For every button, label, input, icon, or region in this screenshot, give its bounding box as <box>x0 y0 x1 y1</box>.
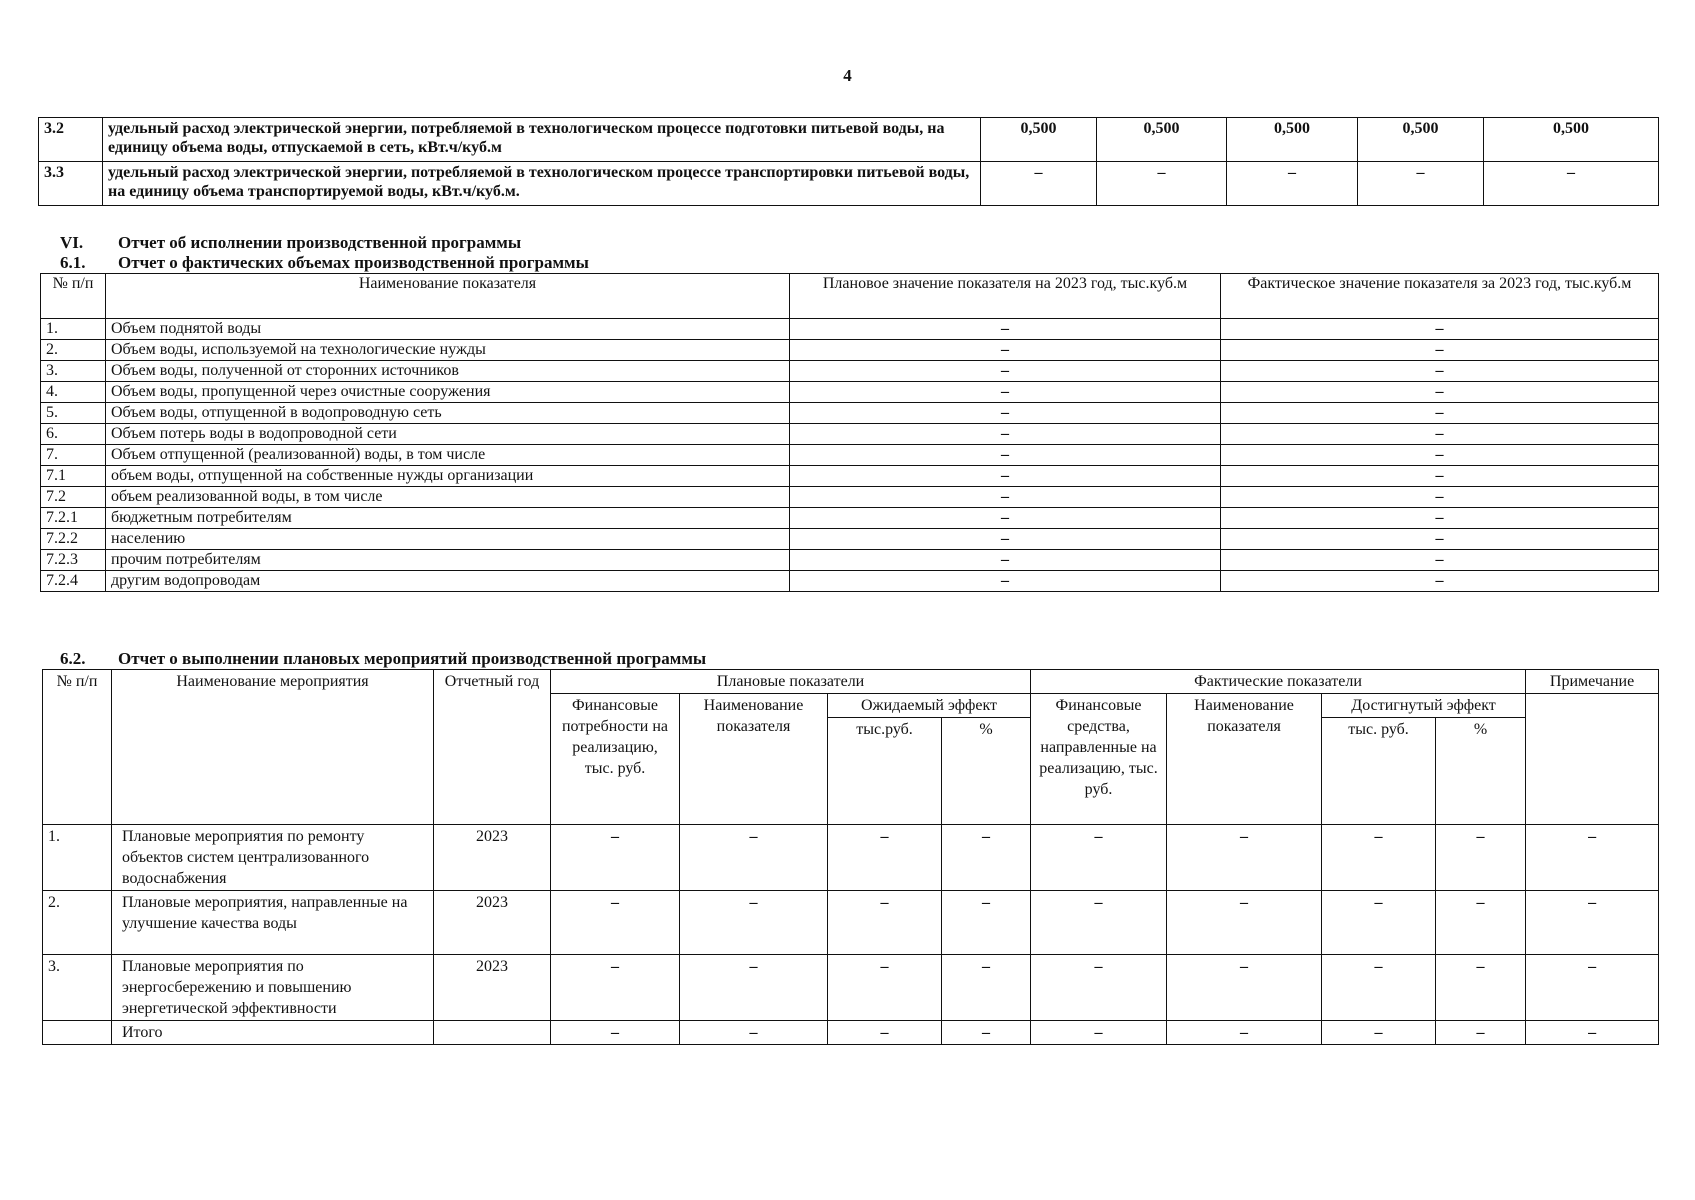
header-act-indicator: Наименование показателя <box>1167 694 1322 825</box>
row-number: 4. <box>41 382 106 403</box>
table-row <box>41 361 1659 382</box>
value-cell: – <box>1358 162 1484 206</box>
value-cell: – <box>1484 162 1659 206</box>
fact-value: – <box>1221 403 1659 424</box>
total-value: – <box>1436 1021 1526 1045</box>
report-year: 2023 <box>434 825 551 891</box>
fact-value: – <box>1221 424 1659 445</box>
section-number: 6.2. <box>60 649 86 668</box>
value-cell: – <box>1526 891 1659 955</box>
header-plan-effect: Ожидаемый эффект <box>828 694 1031 718</box>
table-row <box>43 891 1659 955</box>
row-number: 1. <box>41 319 106 340</box>
fact-value: – <box>1221 361 1659 382</box>
indicator-name: удельный расход электрической энергии, потребляемой в технологическом процессе транспортировки питьевой воды, на единицу объема транспортируемой воды, кВт.ч/куб.м. <box>103 162 981 206</box>
table-row <box>41 340 1659 361</box>
table-row <box>41 466 1659 487</box>
value-cell: – <box>1097 162 1227 206</box>
row-number: 7.2.3 <box>41 550 106 571</box>
header-year: Отчетный год <box>434 670 551 825</box>
row-number: 3. <box>43 955 112 1021</box>
plan-value: – <box>790 403 1221 424</box>
row-number: 7.2.2 <box>41 529 106 550</box>
value-cell: – <box>1526 955 1659 1021</box>
table-row <box>41 382 1659 403</box>
fact-value: – <box>1221 466 1659 487</box>
header-plan-pct: % <box>942 718 1031 825</box>
table-row <box>39 162 1659 206</box>
plan-value: – <box>790 487 1221 508</box>
total-value: – <box>680 1021 828 1045</box>
row-number-empty <box>43 1021 112 1045</box>
row-number: 7.2.4 <box>41 571 106 592</box>
section-title-6 <box>60 233 521 253</box>
plan-value: – <box>790 529 1221 550</box>
report-year: 2023 <box>434 891 551 955</box>
indicator-name: Объем воды, пропущенной через очистные сооружения <box>106 382 790 403</box>
table-row <box>41 424 1659 445</box>
table-header-row <box>41 274 1659 319</box>
value-cell: 0,500 <box>1358 118 1484 162</box>
table-row <box>41 319 1659 340</box>
section-number: VI. <box>60 233 84 252</box>
section-heading: Отчет о фактических объемах производственной программы <box>118 253 589 272</box>
value-cell: – <box>828 955 942 1021</box>
row-number: 7.2.1 <box>41 508 106 529</box>
activity-name: Плановые мероприятия по энергосбережению и повышению энергетической эффективности <box>112 955 434 1021</box>
value-cell: – <box>680 891 828 955</box>
plan-value: – <box>790 340 1221 361</box>
production-volumes-table <box>40 273 1659 592</box>
value-cell: – <box>551 955 680 1021</box>
report-year-empty <box>434 1021 551 1045</box>
value-cell: 0,500 <box>1484 118 1659 162</box>
indicator-name: объем воды, отпущенной на собственные нужды организации <box>106 466 790 487</box>
indicator-name: Объем потерь воды в водопроводной сети <box>106 424 790 445</box>
row-number: 6. <box>41 424 106 445</box>
header-plan-rub: тыс.руб. <box>828 718 942 825</box>
value-cell: – <box>1322 825 1436 891</box>
total-row <box>43 1021 1659 1045</box>
row-number: 7.2 <box>41 487 106 508</box>
plan-value: – <box>790 571 1221 592</box>
report-year: 2023 <box>434 955 551 1021</box>
indicator-name: бюджетным потребителям <box>106 508 790 529</box>
total-value: – <box>1031 1021 1167 1045</box>
indicator-name: удельный расход электрической энергии, потребляемой в технологическом процессе подготовки питьевой воды, на единицу объема воды, отпускаемой в сеть, кВт.ч/куб.м <box>103 118 981 162</box>
section-heading: Отчет о выполнении плановых мероприятий производственной программы <box>118 649 707 668</box>
header-plan-fin: Финансовые потребности на реализацию, тыс. руб. <box>551 694 680 825</box>
header-name: Наименование мероприятия <box>112 670 434 825</box>
row-number: 1. <box>43 825 112 891</box>
table-row <box>41 529 1659 550</box>
plan-value: – <box>790 361 1221 382</box>
header-act-pct: % <box>1436 718 1526 825</box>
value-cell: – <box>680 825 828 891</box>
value-cell: – <box>1167 955 1322 1021</box>
header-fact: Фактическое значение показателя за 2023 год, тыс.куб.м <box>1221 274 1659 319</box>
plan-value: – <box>790 424 1221 445</box>
value-cell: – <box>828 825 942 891</box>
value-cell: – <box>1227 162 1358 206</box>
total-value: – <box>942 1021 1031 1045</box>
indicator-name: другим водопроводам <box>106 571 790 592</box>
value-cell: – <box>942 891 1031 955</box>
header-note-empty <box>1526 694 1659 825</box>
value-cell: – <box>1031 825 1167 891</box>
table-row <box>41 445 1659 466</box>
fact-value: – <box>1221 571 1659 592</box>
value-cell: – <box>1526 825 1659 891</box>
indicator-name: объем реализованной воды, в том числе <box>106 487 790 508</box>
row-number: 2. <box>43 891 112 955</box>
table-row <box>39 118 1659 162</box>
header-act-rub: тыс. руб. <box>1322 718 1436 825</box>
activity-name: Плановые мероприятия, направленные на улучшение качества воды <box>112 891 434 955</box>
indicator-name: Объем воды, используемой на технологические нужды <box>106 340 790 361</box>
row-number: 3.3 <box>39 162 103 206</box>
table-row <box>43 955 1659 1021</box>
total-value: – <box>828 1021 942 1045</box>
total-value: – <box>1526 1021 1659 1045</box>
value-cell: – <box>981 162 1097 206</box>
value-cell: 0,500 <box>1227 118 1358 162</box>
energy-consumption-table <box>38 117 1659 206</box>
indicator-name: Объем отпущенной (реализованной) воды, в том числе <box>106 445 790 466</box>
section-title-6-1 <box>60 253 589 273</box>
value-cell: – <box>1322 891 1436 955</box>
plan-value: – <box>790 319 1221 340</box>
row-number: 7. <box>41 445 106 466</box>
plan-value: – <box>790 466 1221 487</box>
indicator-name: Объем воды, полученной от сторонних источников <box>106 361 790 382</box>
value-cell: – <box>551 891 680 955</box>
table-row <box>41 487 1659 508</box>
row-number: 3. <box>41 361 106 382</box>
header-act-fin: Финансовые средства, направленные на реализацию, тыс. руб. <box>1031 694 1167 825</box>
row-number: 5. <box>41 403 106 424</box>
value-cell: – <box>551 825 680 891</box>
header-note: Примечание <box>1526 670 1659 694</box>
fact-value: – <box>1221 529 1659 550</box>
fact-value: – <box>1221 445 1659 466</box>
fact-value: – <box>1221 487 1659 508</box>
value-cell: – <box>680 955 828 1021</box>
table-header-row <box>43 670 1659 694</box>
table-row <box>43 825 1659 891</box>
header-name: Наименование показателя <box>106 274 790 319</box>
fact-value: – <box>1221 508 1659 529</box>
indicator-name: прочим потребителям <box>106 550 790 571</box>
activity-name: Плановые мероприятия по ремонту объектов систем централизованного водоснабжения <box>112 825 434 891</box>
table-row <box>41 508 1659 529</box>
total-value: – <box>1167 1021 1322 1045</box>
plan-value: – <box>790 382 1221 403</box>
header-plan-indicator: Наименование показателя <box>680 694 828 825</box>
total-value: – <box>551 1021 680 1045</box>
value-cell: – <box>942 955 1031 1021</box>
value-cell: – <box>1436 891 1526 955</box>
section-number: 6.1. <box>60 253 86 272</box>
header-num: № п/п <box>41 274 106 319</box>
plan-value: – <box>790 508 1221 529</box>
plan-value: – <box>790 445 1221 466</box>
header-num: № п/п <box>43 670 112 825</box>
fact-value: – <box>1221 340 1659 361</box>
value-cell: – <box>1167 891 1322 955</box>
indicator-name: Объем воды, отпущенной в водопроводную сеть <box>106 403 790 424</box>
total-label: Итого <box>112 1021 434 1045</box>
section-title-6-2 <box>60 649 706 669</box>
header-planned: Плановые показатели <box>551 670 1031 694</box>
row-number: 7.1 <box>41 466 106 487</box>
value-cell: 0,500 <box>1097 118 1227 162</box>
value-cell: – <box>1031 955 1167 1021</box>
value-cell: – <box>828 891 942 955</box>
value-cell: – <box>1436 825 1526 891</box>
value-cell: – <box>942 825 1031 891</box>
planned-activities-table <box>42 669 1659 1045</box>
page-number: 4 <box>843 66 852 85</box>
fact-value: – <box>1221 382 1659 403</box>
table-row <box>41 403 1659 424</box>
table-row <box>41 571 1659 592</box>
row-number: 2. <box>41 340 106 361</box>
value-cell: 0,500 <box>981 118 1097 162</box>
value-cell: – <box>1031 891 1167 955</box>
plan-value: – <box>790 550 1221 571</box>
indicator-name: Объем поднятой воды <box>106 319 790 340</box>
value-cell: – <box>1167 825 1322 891</box>
fact-value: – <box>1221 319 1659 340</box>
header-act-effect: Достигнутый эффект <box>1322 694 1526 718</box>
section-heading: Отчет об исполнении производственной программы <box>118 233 522 252</box>
fact-value: – <box>1221 550 1659 571</box>
row-number: 3.2 <box>39 118 103 162</box>
value-cell: – <box>1322 955 1436 1021</box>
total-value: – <box>1322 1021 1436 1045</box>
header-plan: Плановое значение показателя на 2023 год, тыс.куб.м <box>790 274 1221 319</box>
header-actual: Фактические показатели <box>1031 670 1526 694</box>
indicator-name: населению <box>106 529 790 550</box>
table-row <box>41 550 1659 571</box>
value-cell: – <box>1436 955 1526 1021</box>
